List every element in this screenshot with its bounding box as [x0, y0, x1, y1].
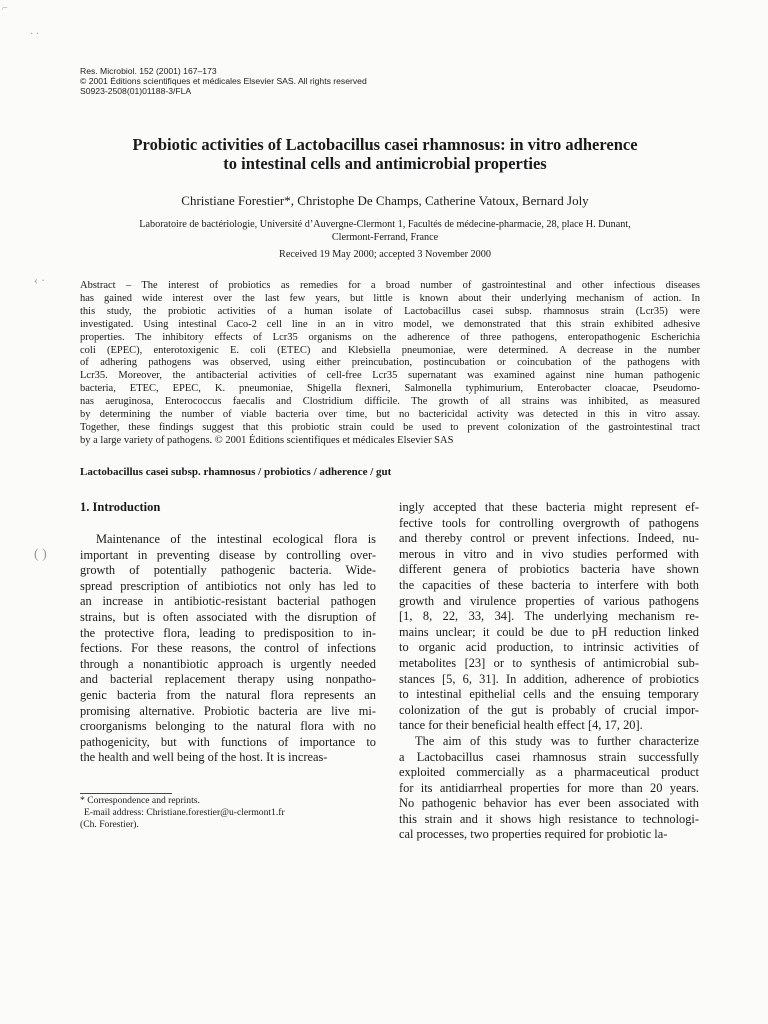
left-column [80, 532, 376, 766]
body-line: spread prescription of antibiotics not only has led to [80, 578, 376, 593]
scan-edge-mark: ⌐ [2, 3, 8, 14]
author-list: Christiane Forestier*, Christophe De Champs, Catherine Vatoux, Bernard Joly [181, 193, 589, 208]
body-line: growth and virulence properties of various pathogens [399, 593, 699, 608]
abstract-line: by a large variety of pathogens. © 2001 Éditions scientifiques et médicales Elsevier SAS [80, 434, 454, 446]
affiliation-line-1: Laboratoire de bactériologie, Université d’Auvergne-Clermont 1, Facultés de médecine-pharmacie, 28, place H. Dunant, [139, 219, 631, 230]
body-line: fective tools for controlling overgrowth of pathogens [399, 515, 699, 530]
abstract-line: of adhering pathogens was observed, using either preincubation, postincubation or coincubation of the pathogens with [80, 357, 700, 369]
body-line: [1, 8, 22, 33, 34]. The underlying mechanism re- [399, 609, 699, 624]
body-line: this strain and it shows high resistance to technologi- [399, 811, 699, 826]
title-line-1: Probiotic activities of Lactobacillus casei rhamnosus: in vitro adherence [132, 135, 638, 154]
section-heading: 1. Introduction [80, 500, 161, 514]
body-line: mains unclear; it could be due to pH reduction linked [399, 624, 699, 639]
body-line: the protective flora, leading to predisposition to in- [80, 625, 376, 640]
body-line: strains, but is often associated with the disruption of [80, 609, 376, 624]
body-line: Maintenance of the intestinal ecological flora is [96, 532, 376, 546]
body-line: tance for their beneficial health effect [4, 17, 20]. [399, 718, 643, 733]
abstract [80, 280, 700, 448]
journal-header [80, 66, 580, 96]
body-line: promising alternative. Probiotic bacteria are live mi- [80, 703, 376, 718]
body-line: and thereby control or prevent infections. Indeed, nu- [399, 531, 699, 546]
body-line: for its antidiarrheal properties for more than 20 years. [399, 780, 699, 795]
affiliation-line-2: Clermont-Ferrand, France [331, 231, 439, 243]
body-line: through a nonantibiotic approach is urgently needed [80, 656, 376, 671]
body-line: cal processes, two properties required for probiotic la- [399, 827, 668, 842]
body-line: No pathogenic behavior has ever been associated with [399, 796, 699, 811]
body-line: different genera of probiotics bacteria have shown [399, 562, 699, 577]
body-line: growth of potentially pathogenic bacteria. Wide- [80, 563, 376, 578]
abstract-line: has gained wide interest over the last few years, but little is known about their underlying mechanism of action. In [80, 292, 700, 304]
scan-dust-mark: · · [30, 29, 40, 40]
body-line: to intestinal epithelial cells and the ensuing temporary [399, 687, 699, 702]
journal-citation: Res. Microbiol. 152 (2001) 167–173 [80, 66, 217, 76]
title-line-2: to intestinal cells and antimicrobial properties [223, 154, 547, 173]
copyright-line: © 2001 Éditions scientifiques et médicales Elsevier SAS. All rights reserved [80, 76, 367, 86]
body-line: pathogenicity, but with functions of importance to [80, 734, 376, 749]
footnotes [80, 795, 380, 831]
body-line: the capacities of these bacteria to interfere with both [399, 577, 699, 592]
abstract-line: this study, the probiotic activities of a human isolate of Lactobacillus casei subsp. rhamnosus strain (Lcr35) were [80, 305, 700, 317]
footnote-email: E-mail address: Christiane.forestier@u-clermont1.fr [84, 807, 285, 818]
body-line: and bacterial replacement therapy using nonpatho- [80, 672, 376, 687]
body-line: an increase in antibiotic-resistant bacterial pathogen [80, 594, 376, 609]
keywords: Lactobacillus casei subsp. rhamnosus / probiotics / adherence / gut [80, 466, 392, 478]
paper-title [80, 135, 690, 173]
affiliation [80, 219, 690, 244]
footnote-rule [80, 793, 172, 794]
body-line: ingly accepted that these bacteria might represent ef- [399, 500, 699, 514]
punch-hole-mark: ( ) [34, 547, 47, 562]
footnote-correspondence: * Correspondence and reprints. [80, 795, 200, 806]
abstract-line: Abstract – The interest of probiotics as remedies for a broad number of gastrointestinal and other infectious diseases [80, 280, 700, 291]
body-line: a Lactobacillus casei rhamnosus strain successfully [399, 749, 699, 764]
abstract-line: investigated. Using intestinal Caco-2 cell line in an in vitro model, we demonstrated that this strain exhibited adhesive [80, 318, 700, 330]
abstract-line: by determining the number of viable bacteria over time, but no bactericidal activity was detected in this in vitro assay. [80, 409, 700, 421]
received-dates: Received 19 May 2000; accepted 3 November 2000 [279, 249, 491, 260]
right-column [399, 500, 699, 843]
body-line: genic bacteria from the natural flora represents an [80, 687, 376, 702]
scan-smudge-mark: ‹ · [34, 273, 45, 287]
body-line: the health and well being of the host. It is increas- [80, 750, 328, 765]
body-line: fections. For these reasons, the control of infections [80, 641, 376, 656]
abstract-line: Together, these findings suggest that this probiotic strain could be used to prevent colonization of the gastrointestinal tract [80, 421, 700, 433]
body-line: exploited commercially as a pharmaceutical product [399, 765, 699, 780]
body-line: The aim of this study was to further characterize [415, 733, 699, 748]
body-line: to organic acid production, to intrinsic activities of [399, 640, 699, 655]
body-line: metabolites [23] or to synthesis of antimicrobial sub- [399, 655, 699, 670]
body-line: stances [5, 6, 31]. In addition, adherence of probiotics [399, 671, 699, 686]
abstract-line: nas aeruginosa, Enterococcus faecalis and Clostridium difficile. The growth of all strains was inhibited, as measured [80, 396, 700, 408]
pii-line: S0923-2508(01)01188-3/FLA [80, 86, 192, 96]
body-line: colonization of the gut is probably of crucial impor- [399, 702, 699, 717]
abstract-line: bacteria, ETEC, EPEC, K. pneumoniae, Shigella flexneri, Salmonella typhimurium, Enterobacter cloacae, Pseudomo- [80, 383, 700, 395]
abstract-line: Lcr35. Moreover, the antibacterial activities of cell-free Lcr35 supernatant was examined against nine human pathogenic [80, 370, 700, 382]
body-line: important in preventing disease by controlling over- [80, 547, 376, 562]
abstract-line: coli (EPEC), enterotoxigenic E. coli (ETEC) and Klebsiella pneumoniae, were determined. A decrease in the number [80, 344, 700, 356]
abstract-line: properties. The inhibitory effects of Lcr35 organisms on the adherence of three pathogens, enteropathogenic Escherichia [80, 331, 700, 343]
body-line: croorganisms belonging to the natural flora with no [80, 719, 376, 734]
footnote-name: (Ch. Forestier). [80, 819, 139, 830]
body-line: merous in vitro and in vivo studies performed with [399, 546, 699, 561]
